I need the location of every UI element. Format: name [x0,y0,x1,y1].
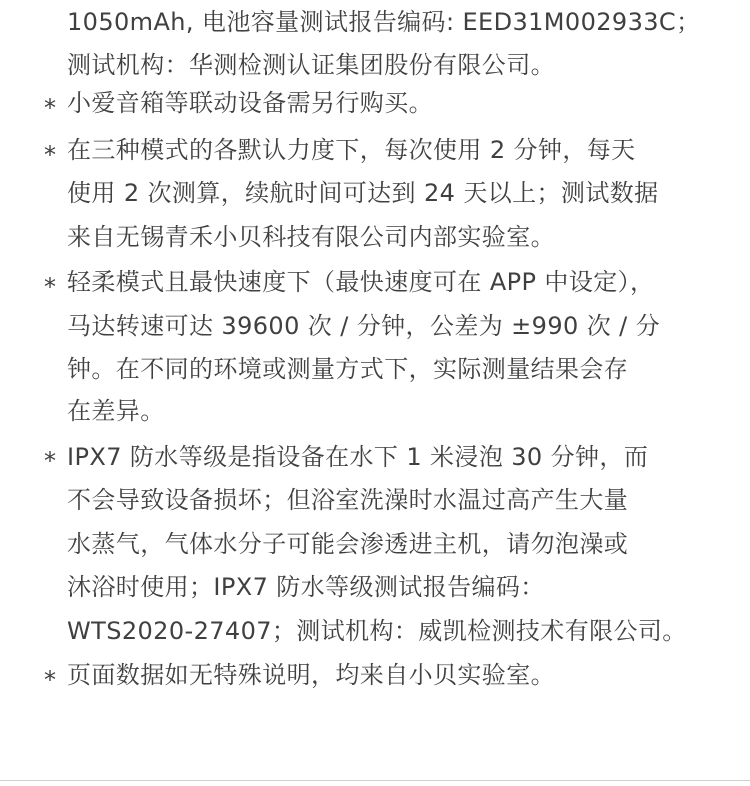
asterisk-bullet: * [44,94,56,122]
footnote-line: 使用 2 次测算，续航时间可达到 24 天以上；测试数据 [67,179,659,207]
footnote-line: WTS2020-27407；测试机构：威凯检测技术有限公司。 [67,617,687,645]
footnote-line: 轻柔模式且最快速度下（最快速度可在 APP 中设定）， [67,268,655,296]
bottom-divider [0,780,750,781]
footnote-line: 不会导致设备损坏；但浴室洗澡时水温过高产生大量 [67,486,629,514]
footnote-line: 水蒸气，气体水分子可能会渗透进主机，请勿泡澡或 [67,530,629,558]
asterisk-bullet: * [44,447,56,475]
footnote-line: 钟。在不同的环境或测量方式下，实际测量结果会存 [67,355,629,383]
footnote-line: 1050mAh, 电池容量测试报告编码: EED31M002933C； [67,8,701,36]
footnote-line: IPX7 防水等级是指设备在水下 1 米浸泡 30 分钟，而 [67,443,649,471]
footnote-line: 在三种模式的各默认力度下，每次使用 2 分钟，每天 [67,136,636,164]
footnote-line: 来自无锡青禾小贝科技有限公司内部实验室。 [67,223,555,251]
footnote-line: 页面数据如无特殊说明，均来自小贝实验室。 [67,661,555,689]
asterisk-bullet: * [44,273,56,301]
asterisk-bullet: * [44,141,56,169]
footnote-line: 在差异。 [67,397,165,425]
footnote-line: 小爱音箱等联动设备需另行购买。 [67,89,433,117]
footnote-line: 沐浴时使用；IPX7 防水等级测试报告编码： [67,573,545,601]
footnote-line: 测试机构：华测检测认证集团股份有限公司。 [67,51,555,79]
asterisk-bullet: * [44,666,56,694]
footnote-line: 马达转速可达 39600 次 / 分钟，公差为 ±990 次 / 分 [67,312,661,340]
